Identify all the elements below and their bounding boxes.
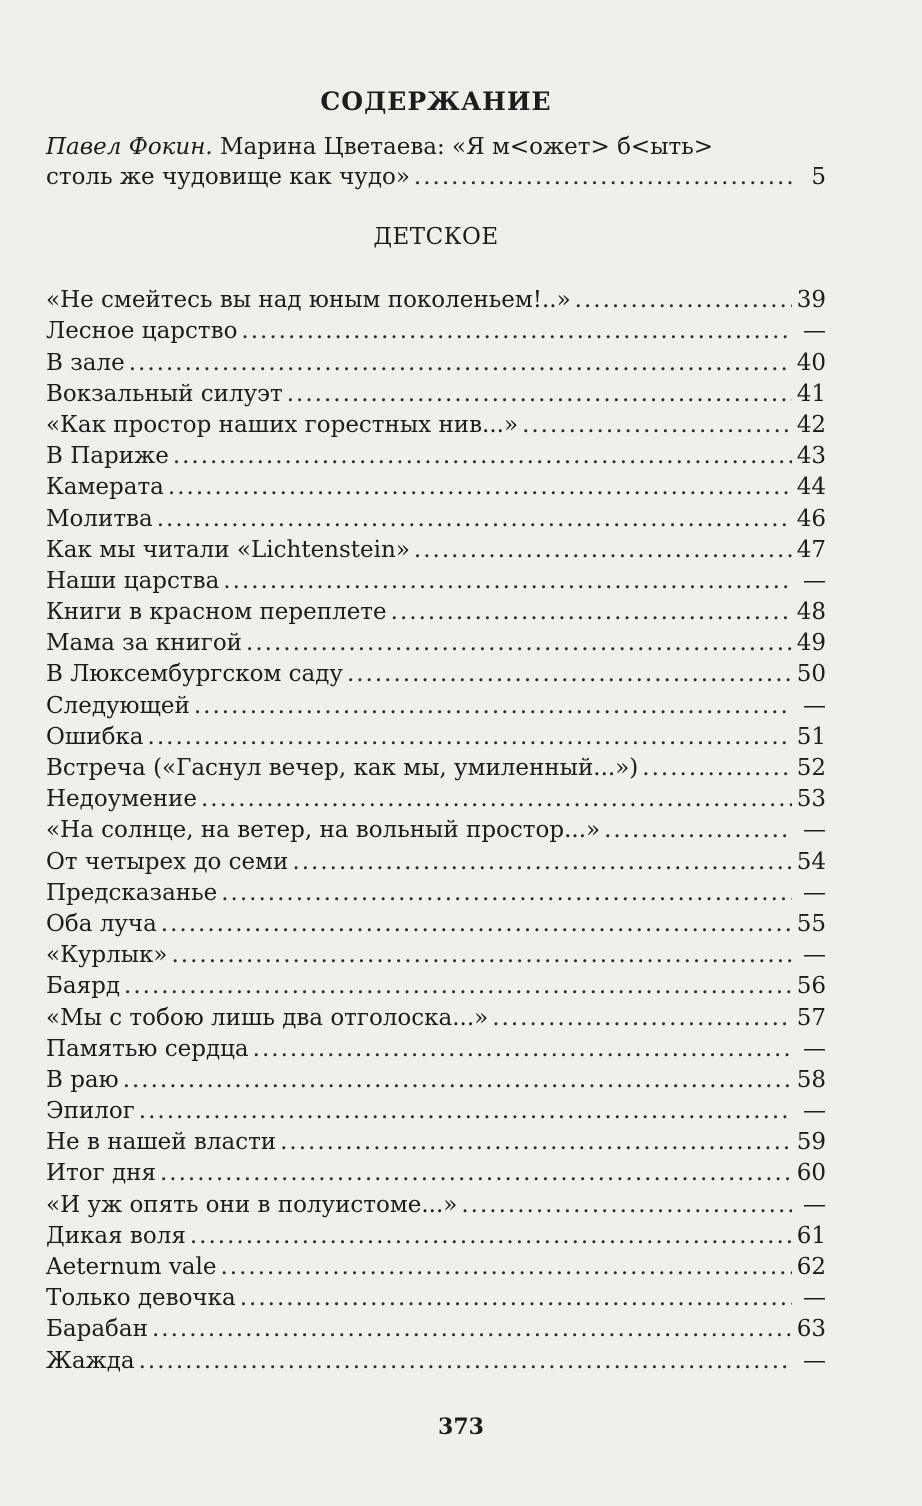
entry-page: — bbox=[803, 692, 826, 719]
leader-dots bbox=[139, 1346, 792, 1377]
entry-title: Недоумение bbox=[46, 786, 197, 813]
intro-entry bbox=[46, 132, 826, 193]
entry-title: Лесное царство bbox=[46, 318, 238, 345]
toc-entry bbox=[46, 316, 826, 347]
entry-title: «Не смейтесь вы над юным поколеньем!..» bbox=[46, 287, 571, 314]
entry-page: 39 bbox=[796, 287, 826, 314]
entry-page: — bbox=[803, 817, 826, 844]
leader-dots bbox=[241, 316, 792, 347]
toc-entry bbox=[46, 566, 826, 597]
toc-entry bbox=[46, 597, 826, 628]
leader-dots bbox=[123, 1065, 792, 1096]
entry-title: Мама за книгой bbox=[46, 630, 243, 657]
leader-dots bbox=[221, 1252, 793, 1283]
entry-page: 54 bbox=[796, 848, 826, 875]
leader-dots bbox=[461, 1190, 792, 1221]
leader-dots bbox=[604, 815, 792, 846]
entry-page: — bbox=[803, 318, 826, 345]
leader-dots bbox=[124, 971, 792, 1002]
leader-dots bbox=[642, 753, 792, 784]
intro-title-start: Марина Цветаева: «Я м<ожет> б<ыть> bbox=[212, 134, 714, 160]
entry-title: Памятью сердца bbox=[46, 1035, 249, 1062]
entry-title: Жажда bbox=[46, 1347, 135, 1374]
entry-title: Книги в красном переплете bbox=[46, 599, 387, 626]
section-title: ДЕТСКОЕ bbox=[373, 224, 499, 251]
entry-page: 56 bbox=[796, 973, 826, 1000]
toc-entry bbox=[46, 1003, 826, 1034]
toc-entry bbox=[46, 1065, 826, 1096]
toc-entry bbox=[46, 1314, 826, 1345]
toc-entry bbox=[46, 722, 826, 753]
leader-dots bbox=[172, 940, 793, 971]
toc-entry bbox=[46, 847, 826, 878]
toc-entry bbox=[46, 1190, 826, 1221]
toc-entry bbox=[46, 784, 826, 815]
entry-title: «На солнце, на ветер, на вольный простор...» bbox=[46, 817, 601, 844]
entry-title: В Париже bbox=[46, 443, 169, 470]
entry-page: — bbox=[803, 1347, 826, 1374]
leader-dots bbox=[129, 348, 792, 379]
entry-title: «Мы с тобою лишь два отголоска...» bbox=[46, 1004, 489, 1031]
entry-page: — bbox=[803, 1098, 826, 1125]
entry-list bbox=[46, 285, 826, 1377]
entry-title: Молитва bbox=[46, 505, 153, 532]
entry-page: 49 bbox=[796, 630, 826, 657]
leader-dots bbox=[414, 162, 792, 193]
intro-title-end: столь же чудовище как чудо» bbox=[46, 164, 410, 190]
leader-dots bbox=[575, 285, 792, 316]
toc-entry bbox=[46, 1096, 826, 1127]
toc-entry bbox=[46, 1221, 826, 1252]
entry-page: 52 bbox=[796, 755, 826, 781]
toc-entry bbox=[46, 1158, 826, 1189]
entry-page: 46 bbox=[796, 505, 826, 532]
toc-entry bbox=[46, 535, 826, 566]
entry-page: 60 bbox=[796, 1160, 826, 1187]
toc-entry bbox=[46, 1283, 826, 1314]
entry-title: Вокзальный силуэт bbox=[46, 380, 283, 407]
leader-dots bbox=[190, 1221, 792, 1252]
entry-title: Баярд bbox=[46, 973, 121, 1000]
leader-dots bbox=[160, 1158, 792, 1189]
leader-dots bbox=[522, 410, 792, 441]
entry-title: Камерата bbox=[46, 474, 164, 501]
entry-title: Наши царства bbox=[46, 567, 220, 594]
toc-entry bbox=[46, 441, 826, 472]
entry-title: Как мы читали «Lichtenstein» bbox=[46, 536, 410, 563]
entry-page: — bbox=[803, 567, 826, 594]
toc-entry bbox=[46, 971, 826, 1002]
intro-author: Павел Фокин. bbox=[46, 134, 213, 160]
leader-dots bbox=[414, 535, 792, 566]
toc-entry bbox=[46, 379, 826, 410]
leader-dots bbox=[223, 566, 792, 597]
entry-page: 59 bbox=[796, 1129, 826, 1156]
entry-title: Не в нашей власти bbox=[46, 1129, 277, 1156]
intro-line-2 bbox=[46, 162, 826, 193]
leader-dots bbox=[253, 1034, 792, 1065]
entry-page: 43 bbox=[796, 443, 826, 470]
leader-dots bbox=[194, 691, 792, 722]
entry-title: Только девочка bbox=[46, 1285, 236, 1312]
toc-entry bbox=[46, 815, 826, 846]
entry-page: 44 bbox=[796, 474, 826, 501]
entry-title: Встреча («Гаснул вечер, как мы, умиленный...») bbox=[46, 755, 639, 781]
toc-entry bbox=[46, 285, 826, 316]
toc-entry bbox=[46, 1346, 826, 1377]
toc-entry bbox=[46, 753, 826, 784]
entry-title: «И уж опять они в полуистоме...» bbox=[46, 1191, 458, 1218]
page-number: 373 bbox=[438, 1414, 484, 1440]
leader-dots bbox=[246, 628, 792, 659]
entry-title: От четырех до семи bbox=[46, 848, 289, 875]
entry-page: 48 bbox=[796, 599, 826, 626]
entry-title: Дикая воля bbox=[46, 1222, 186, 1249]
leader-dots bbox=[148, 722, 792, 753]
toc-entry bbox=[46, 472, 826, 503]
entry-title: В зале bbox=[46, 349, 125, 376]
page-title: СОДЕРЖАНИЕ bbox=[320, 87, 552, 116]
entry-page: — bbox=[803, 942, 826, 969]
toc-entry bbox=[46, 691, 826, 722]
entry-title: Итог дня bbox=[46, 1160, 156, 1187]
toc-entry bbox=[46, 504, 826, 535]
leader-dots bbox=[347, 659, 792, 690]
entry-title: Оба луча bbox=[46, 910, 157, 937]
toc-entry bbox=[46, 410, 826, 441]
leader-dots bbox=[157, 504, 792, 535]
intro-line-1 bbox=[46, 132, 826, 162]
entry-title: В Люксембургском саду bbox=[46, 661, 343, 688]
toc-entry bbox=[46, 1127, 826, 1158]
entry-page: 57 bbox=[796, 1004, 826, 1031]
entry-page: — bbox=[803, 1035, 826, 1062]
toc-entry bbox=[46, 659, 826, 690]
leader-dots bbox=[152, 1314, 792, 1345]
toc-entry bbox=[46, 348, 826, 379]
entry-title: Эпилог bbox=[46, 1098, 135, 1125]
leader-dots bbox=[201, 784, 792, 815]
entry-page: 50 bbox=[796, 661, 826, 688]
entry-title: Следующей bbox=[46, 692, 190, 719]
leader-dots bbox=[292, 847, 792, 878]
entry-page: 40 bbox=[796, 349, 826, 376]
leader-dots bbox=[173, 441, 792, 472]
entry-page: 41 bbox=[796, 380, 826, 407]
toc-entry bbox=[46, 940, 826, 971]
entry-title: Барабан bbox=[46, 1316, 148, 1343]
entry-page: — bbox=[803, 1285, 826, 1312]
leader-dots bbox=[161, 909, 792, 940]
entry-title: «Курлык» bbox=[46, 942, 168, 969]
entry-title: Aeternum vale bbox=[46, 1254, 217, 1280]
entry-page: 62 bbox=[796, 1254, 826, 1280]
entry-page: — bbox=[803, 879, 826, 906]
entry-page: 58 bbox=[796, 1066, 826, 1093]
toc-entry bbox=[46, 909, 826, 940]
toc-entry bbox=[46, 1252, 826, 1283]
intro-page: 5 bbox=[811, 164, 826, 190]
leader-dots bbox=[168, 472, 792, 503]
toc-entry bbox=[46, 628, 826, 659]
entry-page: 42 bbox=[796, 411, 826, 438]
entry-page: 53 bbox=[796, 786, 826, 813]
entry-page: 51 bbox=[796, 723, 826, 750]
table-of-contents bbox=[46, 82, 826, 1377]
leader-dots bbox=[240, 1283, 792, 1314]
entry-title: Предсказанье bbox=[46, 879, 218, 906]
leader-dots bbox=[280, 1127, 792, 1158]
leader-dots bbox=[139, 1096, 792, 1127]
entry-page: 61 bbox=[796, 1222, 826, 1249]
entry-page: 63 bbox=[796, 1316, 826, 1343]
entry-page: 55 bbox=[796, 910, 826, 937]
toc-entry bbox=[46, 878, 826, 909]
leader-dots bbox=[492, 1003, 792, 1034]
entry-title: В раю bbox=[46, 1066, 119, 1093]
leader-dots bbox=[391, 597, 792, 628]
entry-title: Ошибка bbox=[46, 723, 144, 750]
toc-entry bbox=[46, 1034, 826, 1065]
entry-title: «Как простор наших горестных нив...» bbox=[46, 411, 519, 438]
leader-dots bbox=[287, 379, 792, 410]
entry-page: 47 bbox=[796, 536, 826, 563]
entry-page: — bbox=[803, 1191, 826, 1218]
leader-dots bbox=[221, 878, 792, 909]
